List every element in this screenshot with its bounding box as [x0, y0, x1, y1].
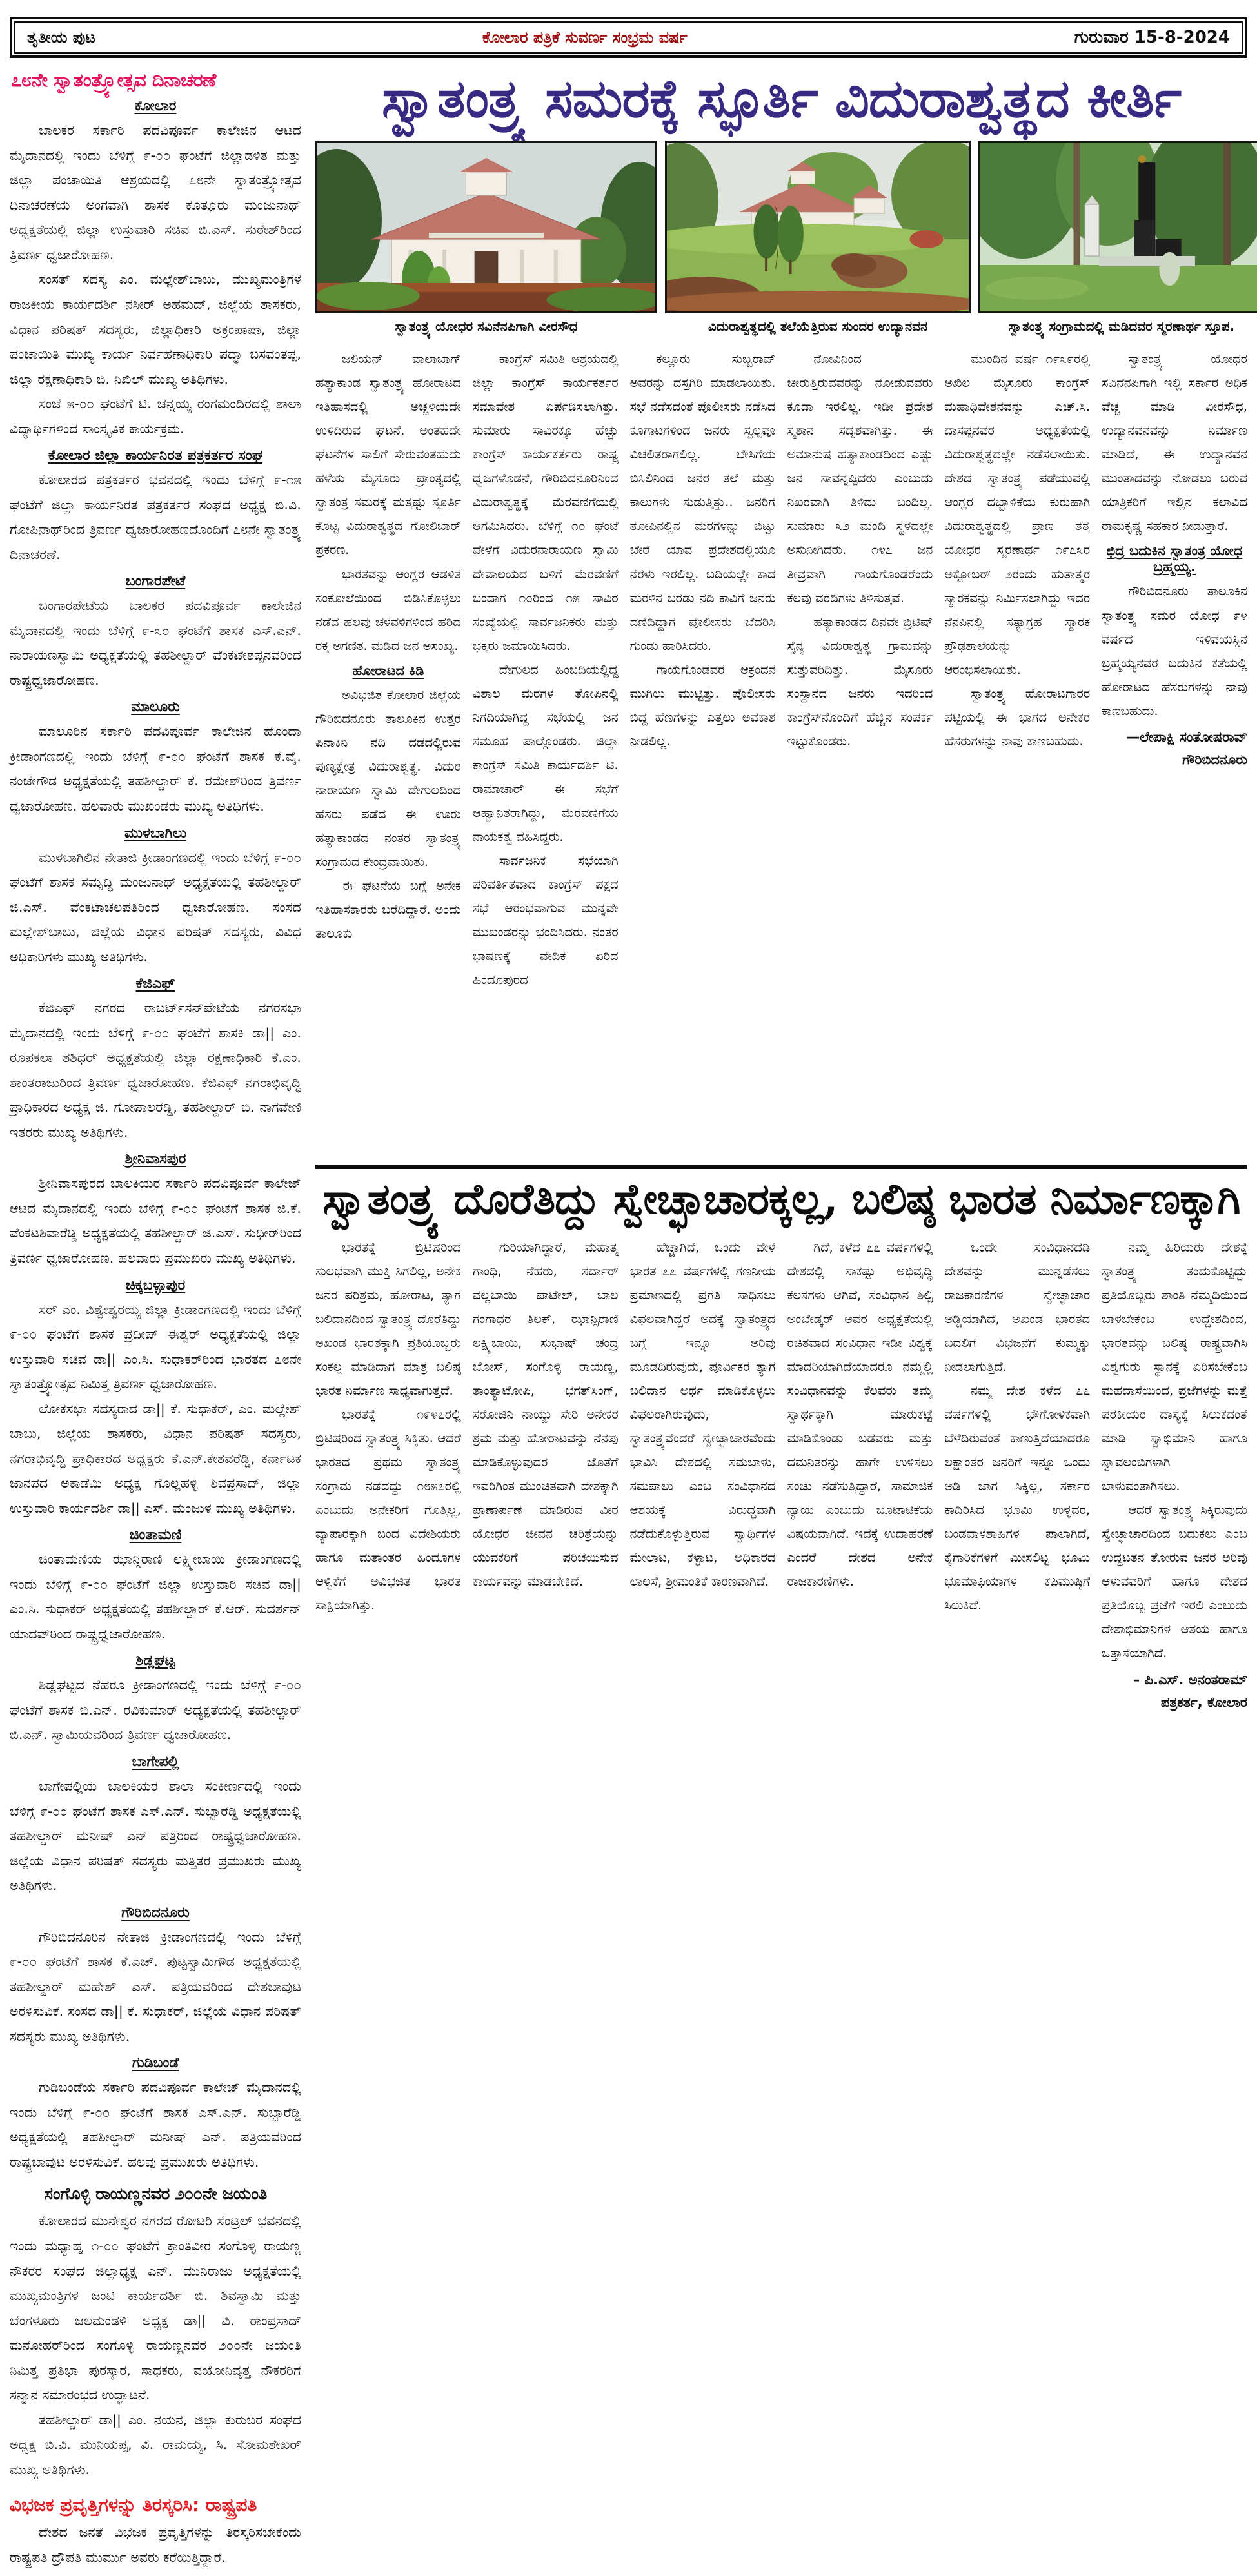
section-paragraph: ಗುಡಿಬಂಡೆಯ ಸರ್ಕಾರಿ ಪದವಿಪೂರ್ವ ಕಾಲೇಜ್ ಮೈದಾನದಲ್ಲಿ ಇಂದು ಬೆಳಿಗ್ಗೆ ೯-೦೦ ಘಂಟೆಗೆ ಶಾಸಕ ಎಸ್.ಎನ್. ಸುಬ್ಬಾರೆಡ್ಡಿ ಅಧ್ಯಕ್ಷತೆಯಲ್ಲಿ ತಹಶೀಲ್ದಾರ್ ಮನೀಷ್ ಎನ್. ಪತ್ರಿಯವರಿಂದ ರಾಷ್ಟ್ರಬಾವುಟ ಅರಳಿಸುವಿಕೆ. ಹಲವು ಪ್ರಮುಖರು ಅತಿಥಿಗಳು.: [10, 2079, 301, 2170]
body-paragraph: ಗುರಿಯಾಗಿದ್ದಾರೆ, ಮಹಾತ್ಮ ಗಾಂಧಿ, ನೆಹರು, ಸರ್ದಾರ್ ವಲ್ಲಬಾಯಿ ಪಾಟೇಲ್, ಬಾಲ ಗಂಗಾಧರ ತಿಲಕ್, ಝಾನ್ಸಿರಾಣಿ ಲಕ್ಷ್ಮಿಬಾಯಿ, ಸುಭಾಷ್ ಚಂದ್ರ ಬೋಸ್, ಸಂಗೊಳ್ಳಿ ರಾಯಣ್ಣ, ತಾಂತ್ಯಾಟೋಪಿ, ಭಗತ್‌ಸಿಂಗ್, ಸರೋಜಿನಿ ನಾಯ್ಡು ಸೇರಿ ಅನೇಕರ ಶ್ರಮ ಮತ್ತು ಹೋರಾಟವನ್ನು ನೆನಪು ಮಾಡಿಕೊಳ್ಳುವುದರ ಜೊತೆಗೆ ಇವರಿಗಿಂತ ಮುಂಚಿತವಾಗಿ ದೇಶಕ್ಕಾಗಿ ಪ್ರಾಣಾರ್ಪಣೆ ಮಾಡಿರುವ ವೀರ ಯೋಧರ ಜೀವನ ಚರಿತ್ರೆಯನ್ನು ಯುವಕರಿಗೆ ಪರಿಚಯಿಸುವ ಕಾರ್ಯವನ್ನು ಮಾಡಬೇಕಿದೆ.: [472, 1239, 619, 1589]
left-section-14: [10, 2493, 301, 2570]
section-paragraph: ಶಿಡ್ಲಘಟ್ಟದ ನೆಹರೂ ಕ್ರೀಡಾಂಗಣದಲ್ಲಿ ಇಂದು ಬೆಳಿಗ್ಗೆ ೯-೦೦ ಘಂಟೆಗೆ ಶಾಸಕ ಬಿ.ಎನ್. ರವಿಕುಮಾರ್ ಅಧ್ಯಕ್ಷತೆಯಲ್ಲಿ ತಹಶೀಲ್ದಾರ್ ಬಿ.ಎನ್. ಸ್ವಾಮಿಯವರಿಂದ ತ್ರಿವರ್ಣ ಧ್ವಜಾರೋಹಣ.: [10, 1677, 301, 1743]
section-heading: ಚಿಕ್ಕಬಳ್ಳಾಪುರ: [125, 1277, 186, 1293]
page-content: [10, 67, 1247, 2570]
photo-garden: [665, 141, 971, 334]
body-paragraph: ಕಲ್ಲೂರು ಸುಬ್ಬರಾವ್ ಅವರನ್ನು ದಸ್ತಗಿರಿ ಮಾಡಲಾಯಿತು. ಸಭೆ ನಡೆಸದಂತೆ ಪೊಲೀಸರು ನಡೆಸಿದ ಕೂಗಾಟಗಳಿಂದ ಜನರು ಸ್ವಲ್ಪವೂ ವಿಚಲಿತರಾಗಲಿಲ್ಲ. ಬೇಸಿಗೆಯ ಬಿಸಿಲಿನಿಂದ ಜನರ ತಲೆ ಮತ್ತು ಕಾಲುಗಳು ಸುಡುತ್ತಿತ್ತು.. ಜನರಿಗೆ ತೋಪಿನಲ್ಲಿನ ಮರಗಳನ್ನು ಬಿಟ್ಟು ಬೇರೆ ಯಾವ ಪ್ರದೇಶದಲ್ಲಿಯೂ ನೆರಳು ಇರಲಿಲ್ಲ. ಬದಿಯಲ್ಲೇ ಕಾದ ಮರಳಿನ ಬರಡು ನದಿ ಕಾವಿಗೆ ಜನರು ದಣಿದಿದ್ದಾಗ ಪೊಲೀಸರು ಬೆದರಿಸಿ ಗುಂಡು ಹಾರಿಸಿದರು.: [629, 351, 776, 653]
section-paragraph: ಕೋಲಾರದ ಮುನೇಶ್ವರ ನಗರದ ರೋಟರಿ ಸೆಂಟ್ರಲ್ ಭವನದಲ್ಲಿ ಇಂದು ಮಧ್ಯಾಹ್ನ ೧-೦೦ ಘಂಟೆಗೆ ಕ್ರಾಂತಿವೀರ ಸಂಗೊಳ್ಳಿ ರಾಯಣ್ಣ ನೌಕರರ ಸಂಘದ ಜಿಲ್ಲಾಧ್ಯಕ್ಷ ಎನ್. ಮುನಿರಾಜು ಅಧ್ಯಕ್ಷತೆಯಲ್ಲಿ ಮುಖ್ಯಮಂತ್ರಿಗಳ ಜಂಟಿ ಕಾರ್ಯದರ್ಶಿ ಬಿ. ಶಿವಸ್ವಾಮಿ ಮತ್ತು ಬೆಂಗಳೂರು ಜಲಮಂಡಳಿ ಅಧ್ಯಕ್ಷ ಡಾ|| ವಿ. ರಾಂಪ್ರಸಾದ್ ಮನೋಹರ್‌ರಿಂದ ಸಂಗೊಳ್ಳಿ ರಾಯಣ್ಣನವರ ೨೦೦ನೇ ಜಯಂತಿ ನಿಮಿತ್ತ ಪ್ರತಿಭಾ ಪುರಸ್ಕಾರ, ಸಾಧಕರು, ವಯೋನಿವೃತ್ತ ನೌಕರರಿಗೆ ಸನ್ಮಾನ ಸಮಾರಂಭದ ಉದ್ಘಾಟನೆ.: [10, 2213, 301, 2403]
column-subhead: ಹೋರಾಟದ ಕಿಡಿ: [352, 662, 424, 678]
section-heading: ವಿಭಜಕ ಪ್ರವೃತ್ತಿಗಳನ್ನು ತಿರಸ್ಕರಿಸಿ: ರಾಷ್ಟ್ರಪತಿ: [10, 2494, 257, 2516]
section-paragraph: ಬಾಲಕರ ಸರ್ಕಾರಿ ಪದವಿಪೂರ್ವ ಕಾಲೇಜಿನ ಆಟದ ಮೈದಾನದಲ್ಲಿ ಇಂದು ಬೆಳಿಗ್ಗೆ ೯-೦೦ ಘಂಟೆಗೆ ಜಿಲ್ಲಾಡಳಿತ ಮತ್ತು ಜಿಲ್ಲಾ ಪಂಚಾಯಿತಿ ಆಶ್ರಯದಲ್ಲಿ ೭೮ನೇ ಸ್ವಾತಂತ್ರ್ಯೋತ್ಸವ ದಿನಾಚರಣೆಯ ಅಂಗವಾಗಿ ಶಾಸಕ ಕೊತ್ತೂರು ಮಂಜುನಾಥ್ ಅಧ್ಯಕ್ಷತೆಯಲ್ಲಿ ಜಿಲ್ಲಾ ಉಸ್ತುವಾರಿ ಸಚಿವ ಬಿ.ಎಸ್. ಸುರೇಶ್‌ರಿಂದ ತ್ರಿವರ್ಣ ಧ್ವಜಾರೋಹಣ.: [10, 123, 301, 262]
byline: —ಲೇಪಾಕ್ಷಿ ಸಂತೋಷರಾವ್: [1126, 729, 1247, 745]
article2-column-4: [787, 1235, 933, 1958]
section-heading: ಶಿಡ್ಲಘಟ್ಟ: [135, 1653, 175, 1669]
section-paragraph: ಮಾಲೂರಿನ ಸರ್ಕಾರಿ ಪದವಿಪೂರ್ವ ಕಾಲೇಜಿನ ಹೊಂದಾ ಕ್ರೀಡಾಂಗಣದಲ್ಲಿ ಇಂದು ಬೆಳಿಗ್ಗೆ ೯-೦೦ ಘಂಟೆಗೆ ಶಾಸಕ ಕೆ.ವೈ. ನಂಜೇಗೌಡ ಅಧ್ಯಕ್ಷತೆಯಲ್ಲಿ ತಹಶೀಲ್ದಾರ್ ಕೆ. ರಮೇಶ್‌ರಿಂದ ತ್ರಿವರ್ಣ ಧ್ವಜಾರೋಹಣ. ಹಲವಾರು ಮುಖಂಡರು ಮುಖ್ಯ ಅತಿಥಿಗಳು.: [10, 723, 301, 814]
body-paragraph: ಆದರೆ ಸ್ವಾತಂತ್ರ್ಯ ಸಿಕ್ಕಿರುವುದು ಸ್ವೇಚ್ಛಾಚಾರದಿಂದ ಬದುಕಲು ಎಂಬ ಉದ್ಧಟತನ ತೋರುವ ಜನರ ಅರಿವು ಆಳುವವರಿಗೆ ಹಾಗೂ ದೇಶದ ಪ್ರತಿಯೊಬ್ಬ ಪ್ರಜೆಗೆ ಇರಲಿ ಎಂಬುದು ದೇಶಾಭಿಮಾನಿಗಳ ಆಶಯ ಹಾಗೂ ಒತ್ತಾಸೆಯಾಗಿದೆ.: [1102, 1502, 1247, 1661]
byline: ಪತ್ರಕರ್ತ, ಕೋಲಾರ: [1160, 1694, 1247, 1710]
section-heading: ಬಾಗೇಪಲ್ಲಿ: [132, 1754, 179, 1770]
body-paragraph: ಸ್ವಾತಂತ್ರ್ಯ ಯೋಧರ ಸವಿನೆನಪಿಗಾಗಿ ಇಲ್ಲಿ ಸರ್ಕಾರ ಅಧಿಕ ವೆಚ್ಚ ಮಾಡಿ ವೀರಸೌಧ, ಉದ್ಯಾನವನವನ್ನು ನಿರ್ಮಾಣ ಮಾಡಿದೆ, ಈ ಉದ್ಯಾನವನ ಮುಂತಾದವನ್ನು ನೋಡಲು ಬರುವ ಯಾತ್ರಿಕರಿಗೆ ಇಲ್ಲಿನ ಕಲಾವಿದ ರಾಮಕೃಷ್ಣ ಸಹಕಾರ ನೀಡುತ್ತಾರೆ.: [1102, 351, 1247, 534]
article-divider-rule: [315, 1165, 1247, 1169]
body-paragraph: ನಮ್ಮ ಹಿರಿಯರು ದೇಶಕ್ಕೆ ಸ್ವಾತಂತ್ರ್ಯ ತಂದುಕೊಟ್ಟಿದ್ದು ಪ್ರತಿಯೊಬ್ಬರು ಶಾಂತಿ ನೆಮ್ಮದಿಯಿಂದ ಬಾಳಬೇಕೆಂಬ ಉದ್ದೇಶದಿಂದ, ಭಾರತವನ್ನು ಬಲಿಷ್ಠ ರಾಷ್ಟ್ರವಾಗಿಸಿ ವಿಶ್ವಗುರು ಸ್ಥಾನಕ್ಕೆ ಏರಿಸಬೇಕೆಂಬ ಮಹದಾಸೆಯಿಂದ, ಪ್ರಜೆಗಳನ್ನು ಮತ್ತೆ ಪರಕೀಯರ ದಾಸ್ಯಕ್ಕೆ ಸಿಲುಕದಂತೆ ಮಾಡಿ ಸ್ವಾಭಿಮಾನಿ ಹಾಗೂ ಸ್ವಾವಲಂಬಿಗಳಾಗಿ ಬಾಳುವಂತಾಗಿಸಲು.: [1102, 1239, 1247, 1494]
photo-caption: ಸ್ವಾತಂತ್ರ್ಯ ಸಂಗ್ರಾಮದಲ್ಲಿ ಮಡಿದವರ ಸ್ಮರಣಾರ್ಥ ಸ್ತೂಪ.: [1008, 319, 1235, 335]
column-subhead: ಛಿದ್ರ ಬದುಕಿನ ಸ್ವಾತಂತ್ರ ಯೋಧ ಬ್ರಹ್ಮಯ್ಯ.: [1106, 543, 1243, 575]
article1-column-6: [1102, 347, 1247, 1153]
photo-row: [315, 141, 1247, 334]
section-paragraph: ಗೌರಿಬಿದನೂರಿನ ನೇತಾಜಿ ಕ್ರೀಡಾಂಗಣದಲ್ಲಿ ಇಂದು ಬೆಳಿಗ್ಗೆ ೯-೦೦ ಘಂಟೆಗೆ ಶಾಸಕ ಕೆ.ಎಚ್. ಪುಟ್ಟಸ್ವಾಮಿಗೌಡ ಅಧ್ಯಕ್ಷತೆಯಲ್ಲಿ ತಹಶೀಲ್ದಾರ್ ಮಹೇಶ್ ಎಸ್. ಪತ್ರಿಯವರಿಂದ ದೇಶಬಾವುಟ ಅರಳಿಸುವಿಕೆ. ಸಂಸದ ಡಾ|| ಕೆ. ಸುಧಾಕರ್, ಜಿಲ್ಲೆಯ ವಿಧಾನ ಪರಿಷತ್ ಸದಸ್ಯರು ಮುಖ್ಯ ಅತಿಥಿಗಳು.: [10, 1929, 301, 2044]
left-section-0: [10, 98, 301, 441]
body-paragraph: ಭಾರತಕ್ಕೆ ೧೯೪೭ರಲ್ಲಿ ಬ್ರಿಟಿಷರಿಂದ ಸ್ವಾತಂತ್ರ್ಯ ಸಿಕ್ಕಿತು. ಆದರೆ ಭಾರತದ ಪ್ರಥಮ ಸ್ವಾತಂತ್ರ್ಯ ಸಂಗ್ರಾಮ ನಡೆದದ್ದು ೧೮೫೭ರಲ್ಲಿ ಎಂಬುದು ಅನೇಕರಿಗೆ ಗೊತ್ತಿಲ್ಲ, ವ್ಯಾಪಾರಕ್ಕಾಗಿ ಬಂದ ವಿದೇಶಿಯರು ಹಾಗೂ ಮತಾಂತರ ಹಿಂದೂಗಳ ಆಳ್ವಿಕೆಗೆ ಅವಿಭಜಿತ ಭಾರತ ಸಾಕ್ಷಿಯಾಗಿತ್ತು.: [315, 1407, 461, 1613]
section-heading: ಕೋಲಾರ: [134, 98, 177, 115]
section-paragraph: ಕೆಜಿಎಫ್ ನಗರದ ರಾಬರ್ಟ್‌ಸನ್‌ಪೇಟೆಯ ನಗರಸಭಾ ಮೈದಾನದಲ್ಲಿ ಇಂದು ಬೆಳಿಗ್ಗೆ ೯-೦೦ ಘಂಟೆಗೆ ಶಾಸಕಿ ಡಾ|| ಎಂ. ರೂಪಕಲಾ ಶಶಿಧರ್ ಅಧ್ಯಕ್ಷತೆಯಲ್ಲಿ ಜಿಲ್ಲಾ ರಕ್ಷಣಾಧಿಕಾರಿ ಕೆ.ಎಂ. ಶಾಂತರಾಜುರಿಂದ ತ್ರಿವರ್ಣ ಧ್ವಜಾರೋಹಣ. ಕೆಜಿಎಫ್ ನಗರಾಭಿವೃದ್ಧಿ ಪ್ರಾಧಿಕಾರದ ಅಧ್ಯಕ್ಷ ಜಿ. ಗೋಪಾಲರೆಡ್ಡಿ, ತಹಶೀಲ್ದಾರ್ ಬಿ. ನಾಗವೇಣಿ ಇತರರು ಮುಖ್ಯ ಅತಿಥಿಗಳು.: [10, 1000, 301, 1140]
article2-headline: ಸ್ವಾತಂತ್ರ್ಯ ದೊರೆತಿದ್ದು ಸ್ವೇಚ್ಛಾಚಾರಕ್ಕಲ್ಲ, ಬಲಿಷ್ಠ ಭಾರತ ನಿರ್ಮಾಣಕ್ಕಾಗಿ: [322, 1174, 1240, 1224]
body-paragraph: ದೇಗುಲದ ಹಿಂಬದಿಯಲ್ಲಿದ್ದ ವಿಶಾಲ ಮರಗಳ ತೋಪಿನಲ್ಲಿ ನಿಗದಿಯಾಗಿದ್ದ ಸಭೆಯಲ್ಲಿ ಜನ ಸಮೂಹ ಪಾಲ್ಗೊಂಡರು. ಜಿಲ್ಲಾ ಕಾಂಗ್ರೆಸ್ ಸಮಿತಿ ಕಾರ್ಯದರ್ಶಿ ಟಿ. ರಾಮಾಚಾರ್ ಈ ಸಭೆಗೆ ಆಹ್ವಾನಿತರಾಗಿದ್ದು, ಮೆರವಣಿಗೆಯ ನಾಯಕತ್ವ ವಹಿಸಿದ್ದರು.: [472, 662, 619, 845]
left-section-1: [10, 447, 301, 567]
body-paragraph: ಅವಿಭಜಿತ ಕೋಲಾರ ಜಿಲ್ಲೆಯ ಗೌರಿಬಿದನೂರು ತಾಲೂಕಿನ ಉತ್ತರ ಪಿನಾಕಿನಿ ನದಿ ದಡದಲ್ಲಿರುವ ಪುಣ್ಯಕ್ಷೇತ್ರ ವಿದುರಾಶ್ವತ್ಥ. ವಿದುರ ನಾರಾಯಣ ಸ್ವಾಮಿ ದೇಗುಲದಿಂದ ಹೆಸರು ಪಡೆದ ಈ ಊರು ಹತ್ಯಾಕಾಂಡದ ನಂತರ ಸ್ವಾತಂತ್ರ್ಯ ಸಂಗ್ರಾಮದ ಕೇಂದ್ರವಾಯಿತು.: [315, 687, 461, 870]
left-section-12: [10, 2055, 301, 2174]
section-paragraph: ಬಂಗಾರಪೇಟೆಯ ಬಾಲಕರ ಪದವಿಪೂರ್ವ ಕಾಲೇಜಿನ ಮೈದಾನದಲ್ಲಿ ಇಂದು ಬೆಳಿಗ್ಗೆ ೯-೩೦ ಘಂಟೆಗೆ ಶಾಸಕ ಎಸ್.ಎನ್. ನಾರಾಯಣಸ್ವಾಮಿ ಅಧ್ಯಕ್ಷತೆಯಲ್ಲಿ ತಹಶೀಲ್ದಾರ್ ವೆಂಕಟೇಶಪ್ಪನವರಿಂದ ರಾಷ್ಟ್ರಧ್ವಜಾರೋಹಣ.: [10, 598, 301, 688]
date-label: ಗುರುವಾರ 15-8-2024: [1074, 27, 1230, 47]
section-heading: ಸಂಗೊಳ್ಳಿ ರಾಯಣ್ಣನವರ ೨೦೦ನೇ ಜಯಂತಿ: [44, 2185, 267, 2205]
main-column: [315, 67, 1247, 2570]
body-paragraph: ಭಾರತವನ್ನು ಆಂಗ್ಲರ ಆಡಳಿತ ಸಂಕೋಲೆಯಿಂದ ಬಿಡಿಸಿಕೊಳ್ಳಲು ನಡೆದ ಹಲವು ಚಳವಳಿಗಳಿಂದ ಹರಿದ ರಕ್ತ ಅಗಣಿತ. ಮಡಿದ ಜನ ಅಸಂಖ್ಯ.: [315, 566, 461, 653]
body-paragraph: ನೋವಿನಿಂದ ಚೀರುತ್ತಿರುವವರನ್ನು ನೋಡುವವರು ಕೂಡಾ ಇರಲಿಲ್ಲ. ಇಡೀ ಪ್ರದೇಶ ಸ್ಮಶಾನ ಸದೃಶವಾಗಿತ್ತು. ಈ ಅಮಾನುಷ ಹತ್ಯಾಕಾಂಡದಿಂದ ಎಷ್ಟು ಜನ ಸಾವನ್ನಪ್ಪಿದರು ಎಂಬುದು ನಿಖರವಾಗಿ ತಿಳಿದು ಬಂದಿಲ್ಲ. ಸುಮಾರು ೩೨ ಮಂದಿ ಸ್ಥಳದಲ್ಲೇ ಅಸುನೀಗಿದರು. ೧೪೭ ಜನ ತೀವ್ರವಾಗಿ ಗಾಯಗೊಂಡರೆಂದು ಕೆಲವು ವರದಿಗಳು ತಿಳಿಸುತ್ತವೆ.: [787, 351, 933, 605]
article1-headline: ಸ್ವಾತಂತ್ರ್ಯ ಸಮರಕ್ಕೆ ಸ್ಫೂರ್ತಿ ವಿದುರಾಶ್ವತ್ಥದ ಕೀರ್ತಿ: [381, 68, 1182, 130]
article2-column-2: [473, 1235, 619, 1958]
article1-column-4: [787, 347, 933, 1153]
article2-column-1: [315, 1235, 461, 1958]
photo-memorial: [978, 141, 1257, 334]
body-paragraph: ಸ್ವಾತಂತ್ರ್ಯ ಹೋರಾಟಗಾರರ ಪಟ್ಟಿಯಲ್ಲಿ ಈ ಭಾಗದ ಅನೇಕರ ಹೆಸರುಗಳನ್ನು ನಾವು ಕಾಣಬಹುದು.: [944, 685, 1091, 749]
article1-columns: [315, 347, 1247, 1153]
section-heading: ಗೌರಿಬಿದನೂರು: [121, 1904, 190, 1921]
section-heading: ಶ್ರೀನಿವಾಸಪುರ: [124, 1151, 186, 1168]
section-heading: ಮುಳಬಾಗಿಲು: [124, 825, 186, 841]
section-paragraph: ತಹಶೀಲ್ದಾರ್ ಡಾ|| ಎಂ. ನಯನ, ಜಿಲ್ಲಾ ಕುರುಬರ ಸಂಘದ ಅಧ್ಯಕ್ಷ ಬಿ.ವಿ. ಮುನಿಯಪ್ಪ, ವಿ. ರಾಮಯ್ಯ, ಸಿ. ಸೋಮಶೇಖರ್ ಮುಖ್ಯ ಅತಿಥಿಗಳು.: [10, 2412, 301, 2477]
section-heading: ಗುಡಿಬಂಡೆ: [132, 2055, 179, 2072]
left-section-11: [10, 1905, 301, 2049]
left-column-sections: [10, 98, 301, 2570]
left-section-13: [10, 2185, 301, 2482]
left-section-8: [10, 1527, 301, 1646]
left-section-10: [10, 1754, 301, 1898]
body-paragraph: ಜಲಿಯನ್ ವಾಲಾಬಾಗ್ ಹತ್ಯಾಕಾಂಡ ಸ್ವಾತಂತ್ರ್ಯ ಹೋರಾಟದ ಇತಿಹಾಸದಲ್ಲಿ ಅಚ್ಚಳಿಯದೇ ಉಳಿದಿರುವ ಘಟನೆ. ಅಂತಹದೇ ಘಟನೆಗಳ ಸಾಲಿಗೆ ಸೇರುವಂತಹುದು ಹಳೆಯ ಮೈಸೂರು ಪ್ರಾಂತ್ಯದಲ್ಲಿ ಸ್ವಾತಂತ್ರ ಸಮರಕ್ಕೆ ಮತ್ತಷ್ಟು ಸ್ಫೂರ್ತಿ ಕೊಟ್ಟ ವಿದುರಾಶ್ವತ್ಥದ ಗೋಲಿಬಾರ್ ಪ್ರಕರಣ.: [315, 351, 461, 558]
article2-column-3: [630, 1235, 776, 1958]
section-paragraph: ಶ್ರೀನಿವಾಸಪುರದ ಬಾಲಕಿಯರ ಸರ್ಕಾರಿ ಪದವಿಪೂರ್ವ ಕಾಲೇಜ್ ಆಟದ ಮೈದಾನದಲ್ಲಿ ಇಂದು ಬೆಳಿಗ್ಗೆ ೯-೦೦ ಘಂಟೆಗೆ ಶಾಸಕ ಜಿ.ಕೆ. ವೆಂಕಟಶಿವಾರೆಡ್ಡಿ ಅಧ್ಯಕ್ಷತೆಯಲ್ಲಿ ತಹಶೀಲ್ದಾರ್ ಜಿ.ಎಸ್. ಸುಧೀರ್‌ರಿಂದ ತ್ರಿವರ್ಣ ಧ್ವಜಾರೋಹಣ. ಹಲವಾರು ಪ್ರಮುಖರು ಮುಖ್ಯ ಅತಿಥಿಗಳು.: [10, 1175, 301, 1266]
body-paragraph: ಕಾಂಗ್ರೆಸ್ ಸಮಿತಿ ಆಶ್ರಯದಲ್ಲಿ ಜಿಲ್ಲಾ ಕಾಂಗ್ರೆಸ್ ಕಾರ್ಯಕರ್ತರ ಸಮಾವೇಶ ಏರ್ಪಡಿಸಲಾಗಿತ್ತು. ಸುಮಾರು ಸಾವಿರಕ್ಕೂ ಹೆಚ್ಚು ಕಾಂಗ್ರೆಸ್ ಕಾರ್ಯಕರ್ತರು ರಾಷ್ಟ್ರ ಧ್ವಜಗಳೊಡನೆ, ಗೌರಿಬಿದನೂರಿನಿಂದ ವಿದುರಾಶ್ವತ್ಥಕ್ಕೆ ಮೆರವಣಿಗೆಯಲ್ಲಿ ಆಗಮಿಸಿದರು. ಬೆಳಿಗ್ಗೆ ೧೦ ಘಂಟೆ ವೇಳೆಗೆ ವಿದುರನಾರಾಯಣ ಸ್ವಾಮಿ ದೇವಾಲಯದ ಬಳಿಗೆ ಮೆರವಣಿಗೆ ಬಂದಾಗ ೧೦ರಿಂದ ೧೫ ಸಾವಿರ ಸಂಖ್ಯೆಯಲ್ಲಿ ಸಾರ್ವಜನಿಕರು ಮತ್ತು ಭಕ್ತರು ಜಮಾಯಿಸಿದರು.: [472, 351, 619, 653]
left-section-4: [10, 825, 301, 970]
left-section-7: [10, 1277, 301, 1521]
left-section-5: [10, 976, 301, 1145]
section-heading: ಬಂಗಾರಪೇಟೆ: [125, 573, 186, 590]
body-paragraph: ಗೌರಿಬಿದನೂರು ತಾಲೂಕಿನ ಸ್ವಾತಂತ್ರ್ಯ ಸಮರ ಯೋಧ ೯೪ ವರ್ಷದ ಇಳಿವಯಸ್ಸಿನ ಬ್ರಹ್ಮಯ್ಯನವರ ಬದುಕಿನ ಕತೆಯಲ್ಲಿ ಹೋರಾಟದ ಹೆಸರುಗಳನ್ನು ನಾವು ಕಾಣಬಹುದು.: [1102, 584, 1247, 718]
article1-column-1: [315, 347, 461, 1153]
body-paragraph: ಈ ಘಟನೆಯ ಬಗ್ಗೆ ಅನೇಕ ಇತಿಹಾಸಕಾರರು ಬರೆದಿದ್ದಾರೆ. ಅಂದು ತಾಲೂಕು: [315, 878, 461, 941]
byline: ಗೌರಿಬಿದನೂರು: [1182, 751, 1247, 767]
photo-caption: ಸ್ವಾತಂತ್ರ್ಯ ಯೋಧರ ಸವಿನೆನಪಿಗಾಗಿ ವೀರಸೌಧ: [395, 319, 578, 335]
section-paragraph: ಚಿಂತಾಮಣಿಯ ಝಾನ್ಸಿರಾಣಿ ಲಕ್ಷ್ಮೀಬಾಯಿ ಕ್ರೀಡಾಂಗಣದಲ್ಲಿ ಇಂದು ಬೆಳಿಗ್ಗೆ ೯-೦೦ ಘಂಟೆಗೆ ಜಿಲ್ಲಾ ಉಸ್ತುವಾರಿ ಸಚಿವ ಡಾ|| ಎಂ.ಸಿ. ಸುಧಾಕರ್ ಅಧ್ಯಕ್ಷತೆಯಲ್ಲಿ ತಹಶೀಲ್ದಾರ್ ಕೆ.ಆರ್. ಸುದರ್ಶನ್ ಯಾದವ್‌ರಿಂದ ರಾಷ್ಟ್ರಧ್ವಜಾರೋಹಣ.: [10, 1551, 301, 1642]
body-paragraph: ಗಿದೆ, ಕಳೆದ ೭೭ ವರ್ಷಗಳಲ್ಲಿ ದೇಶದಲ್ಲಿ ಸಾಕಷ್ಟು ಅಭಿವೃದ್ಧಿ ಕೆಲಸಗಳು ಆಗಿವೆ, ಸಂವಿಧಾನ ಶಿಲ್ಪಿ ಅಂಬೇಡ್ಕರ್ ಅವರ ಅಧ್ಯಕ್ಷತೆಯಲ್ಲಿ ರಚಿತವಾದ ಸಂವಿಧಾನ ಇಡೀ ವಿಶ್ವಕ್ಕೆ ಮಾದರಿಯಾಗಿದೆಯಾದರೂ ನಮ್ಮಲ್ಲಿ ಸಂವಿಧಾನವನ್ನು ಕೆಲವರು ತಮ್ಮ ಸ್ವಾರ್ಥಕ್ಕಾಗಿ ಮಾರುಕಟ್ಟೆ ಮಾಡಿಕೊಂಡು ಬಡವರು ಮತ್ತು ದಮನಿತರನ್ನು ಹಾಗೇ ಉಳಿಸಲು ಸಂಚು ನಡೆಸುತ್ತಿದ್ದಾರೆ, ಸಾಮಾಜಿಕ ನ್ಯಾಯ ಎಂಬುದು ಬೂಟಾಟಿಕೆಯ ವಿಷಯವಾಗಿದೆ. ಇದಕ್ಕೆ ಉದಾಹರಣೆ ಎಂದರೆ ದೇಶದ ಅನೇಕ ರಾಜಕಾರಣಿಗಳು.: [787, 1239, 933, 1589]
garden-photo-image: [665, 141, 971, 313]
newspaper-title: ಕೋಲಾರ ಪತ್ರಿಕೆ ಸುವರ್ಣ ಸಂಭ್ರಮ ವರ್ಷ: [482, 28, 688, 46]
left-column: [10, 67, 301, 2570]
body-paragraph: ಮುಂದಿನ ವರ್ಷ ೧೯೩೯ರಲ್ಲಿ ಅಖಿಲ ಮೈಸೂರು ಕಾಂಗ್ರೆಸ್ ಮಹಾಧಿವೇಶನವನ್ನು ಎಚ್.ಸಿ. ದಾಸಪ್ಪನವರ ಅಧ್ಯಕ್ಷತೆಯಲ್ಲಿ ವಿದುರಾಶ್ವತ್ಥದಲ್ಲೇ ನಡೆಸಲಾಯಿತು. ದೇಶದ ಸ್ವಾತಂತ್ರ್ಯ ಪಡೆಯುವಲ್ಲಿ ಆಂಗ್ಲರ ದಬ್ಬಾಳಿಕೆಯ ಕುರುಹಾಗಿ ವಿದುರಾಶ್ವತ್ಥದಲ್ಲಿ ಪ್ರಾಣ ತೆತ್ತ ಯೋಧರ ಸ್ಮರಣಾರ್ಥ ೧೯೭೩ರ ಅಕ್ಟೋಬರ್ ೨ರಂದು ಹುತಾತ್ಮರ ಸ್ಮಾರಕವನ್ನು ನಿರ್ಮಿಸಲಾಗಿದ್ದು ಇದರ ನೆನಪಿನಲ್ಲಿ ಸತ್ಯಾಗ್ರಹ ಸ್ಮಾರಕ ಪ್ರೌಢಶಾಲೆಯನ್ನು ಆರಂಭಿಸಲಾಯಿತು.: [944, 351, 1091, 677]
section-paragraph: ಲೋಕಸಭಾ ಸದಸ್ಯರಾದ ಡಾ|| ಕೆ. ಸುಧಾಕರ್, ಎಂ. ಮಲ್ಲೇಶ್ ಬಾಬು, ಜಿಲ್ಲೆಯ ಶಾಸಕರು, ವಿಧಾನ ಪರಿಷತ್ ಸದಸ್ಯರು, ನಗರಾಭಿವೃದ್ಧಿ ಪ್ರಾಧಿಕಾರದ ಅಧ್ಯಕ್ಷರು ಕೆ.ಎನ್.ಕೇಶವರೆಡ್ಡಿ, ಕರ್ನಾಟಕ ಜಾನಪದ ಅಕಾಡೆಮಿ ಅಧ್ಯಕ್ಷ ಗೊಲ್ಲಹಳ್ಳಿ ಶಿವಪ್ರಸಾದ್, ಜಿಲ್ಲಾ ಉಸ್ತುವಾರಿ ಕಾರ್ಯದರ್ಶಿ ಡಾ|| ಎಸ್. ಮಂಜುಳ ಮುಖ್ಯ ಅತಿಥಿಗಳು.: [10, 1401, 301, 1516]
section-paragraph: ಕೋಲಾರದ ಪತ್ರಕರ್ತರ ಭವನದಲ್ಲಿ ಇಂದು ಬೆಳಿಗ್ಗೆ ೯-೧೫ ಘಂಟೆಗೆ ಜಿಲ್ಲಾ ಕಾರ್ಯನಿರತ ಪತ್ರಕರ್ತರ ಸಂಘದ ಅಧ್ಯಕ್ಷ ಬಿ.ವಿ. ಗೋಪಿನಾಥ್‌ರಿಂದ ತ್ರಿವರ್ಣ ಧ್ವಜಾರೋಹಣದೊಂದಿಗೆ ೭೮ನೇ ಸ್ವಾತಂತ್ರ್ಯ ದಿನಾಚರಣೆ.: [10, 472, 301, 562]
section-paragraph: ಬಾಗೇಪಲ್ಲಿಯ ಬಾಲಕಿಯರ ಶಾಲಾ ಸಂಕೀರ್ಣದಲ್ಲಿ ಇಂದು ಬೆಳಿಗ್ಗೆ ೯-೦೦ ಘಂಟೆಗೆ ಶಾಸಕ ಎಸ್.ಎನ್. ಸುಬ್ಬಾರೆಡ್ಡಿ ಅಧ್ಯಕ್ಷತೆಯಲ್ಲಿ ತಹಶೀಲ್ದಾರ್ ಮನೀಷ್ ಎನ್ ಪತ್ರಿರಿಂದ ರಾಷ್ಟ್ರಧ್ವಜಾರೋಹಣ. ಜಿಲ್ಲೆಯ ವಿಧಾನ ಪರಿಷತ್ ಸದಸ್ಯರು ಮತ್ತಿತರ ಪ್ರಮುಖರು ಮುಖ್ಯ ಅತಿಥಿಗಳು.: [10, 1778, 301, 1894]
masthead-bar: [10, 17, 1247, 58]
body-paragraph: ಭಾರತಕ್ಕೆ ಬ್ರಿಟಿಷರಿಂದ ಸುಲಭವಾಗಿ ಮುಕ್ತಿ ಸಿಗಲಿಲ್ಲ, ಅನೇಕ ಜನರ ಪರಿಶ್ರಮ, ಹೋರಾಟ, ತ್ಯಾಗ ಬಲಿದಾನದಿಂದ ಸ್ವಾತಂತ್ರ್ಯ ದೊರೆತಿದ್ದು ಅಖಂಡ ಭಾರತಕ್ಕಾಗಿ ಪ್ರತಿಯೊಬ್ಬರು ಸಂಕಲ್ಪ ಮಾಡಿದಾಗ ಮಾತ್ರ ಬಲಿಷ್ಠ ಭಾರತ ನಿರ್ಮಾಣ ಸಾಧ್ಯವಾಗುತ್ತದೆ.: [315, 1239, 461, 1398]
section-heading: ಚಿಂತಾಮಣಿ: [129, 1527, 182, 1544]
article1-column-3: [630, 347, 776, 1153]
byline: – ಪಿ.ಎಸ್. ಅನಂತರಾಮ್: [1133, 1671, 1247, 1687]
article1-column-5: [944, 347, 1090, 1153]
article2-columns: [315, 1235, 1247, 1958]
article2-column-5: [944, 1235, 1090, 1958]
pavilion-photo-image: [315, 141, 657, 313]
body-paragraph: ಗಾಯಗೊಂಡವರ ಆಕ್ರಂದನ ಮುಗಿಲು ಮುಟ್ಟಿತ್ತು. ಪೊಲೀಸರು ಬಿದ್ದ ಹೆಣಗಳನ್ನು ಎತ್ತಲು ಅವಕಾಶ ನೀಡಲಿಲ್ಲ.: [629, 662, 776, 749]
photo-caption: ವಿದುರಾಶ್ವತ್ಥದಲ್ಲಿ ತಲೆಯೆತ್ತಿರುವ ಸುಂದರ ಉದ್ಯಾನವನ: [708, 319, 928, 335]
left-column-headline: ೭೮ನೇ ಸ್ವಾತಂತ್ರ್ಯೋತ್ಸವ ದಿನಾಚರಣೆ: [11, 69, 216, 91]
body-paragraph: ಹೆಚ್ಚಾಗಿದೆ, ಒಂದು ವೇಳೆ ಭಾರತ ೭೭ ವರ್ಷಗಳಲ್ಲಿ ಗಣನೀಯ ಪ್ರಮಾಣದಲ್ಲಿ ಪ್ರಗತಿ ಸಾಧಿಸಲು ವಿಫಲವಾಗಿದ್ದರೆ ಅದಕ್ಕೆ ಸ್ವಾತಂತ್ರ್ಯದ ಬಗ್ಗೆ ಇನ್ನೂ ಅರಿವು ಮೂಡದಿರುವುದು, ಪೂರ್ವಿಕರ ತ್ಯಾಗ ಬಲಿದಾನ ಅರ್ಥ ಮಾಡಿಕೊಳ್ಳಲು ವಿಫಲರಾಗಿರುವುದು, ಸ್ವಾತಂತ್ರ್ಯವೆಂದರೆ ಸ್ವೇಚ್ಛಾಚಾರವೆಂದು ಭಾವಿಸಿ ದೇಶದಲ್ಲಿ ಸಮಬಾಳು, ಸಮಪಾಲು ಎಂಬ ಸಂವಿಧಾನದ ಆಶಯಕ್ಕೆ ವಿರುದ್ಧವಾಗಿ ನಡೆದುಕೊಳ್ಳುತ್ತಿರುವ ಸ್ವಾರ್ಥಿಗಳ ಮೇಲಾಟ, ಕಳ್ಳಾಟ, ಅಧಿಕಾರದ ಲಾಲಸೆ, ಶ್ರೀಮಂತಿಕೆ ಕಾರಣವಾಗಿದೆ.: [629, 1239, 776, 1589]
section-paragraph: ಸರ್ ಎಂ. ವಿಶ್ವೇಶ್ವರಯ್ಯ ಜಿಲ್ಲಾ ಕ್ರೀಡಾಂಗಣದಲ್ಲಿ ಇಂದು ಬೆಳಿಗ್ಗೆ ೯-೦೦ ಘಂಟೆಗೆ ಶಾಸಕ ಪ್ರದೀಪ್ ಈಶ್ವರ್ ಅಧ್ಯಕ್ಷತೆಯಲ್ಲಿ ಜಿಲ್ಲಾ ಉಸ್ತುವಾರಿ ಸಚಿವ ಡಾ|| ಎಂ.ಸಿ. ಸುಧಾಕರ್‌ರಿಂದ ಭಾರತದ ೭೮ನೇ ಸ್ವಾತಂತ್ರ್ಯೋತ್ಸವ ನಿಮಿತ್ತ ತ್ರಿವರ್ಣ ಧ್ವಜಾರೋಹಣ.: [10, 1301, 301, 1392]
section-paragraph: ದೇಶದ ಜನತೆ ವಿಭಜಕ ಪ್ರವೃತ್ತಿಗಳನ್ನು ತಿರಸ್ಕರಿಸಬೇಕೆಂದು ರಾಷ್ಟ್ರಪತಿ ದ್ರೌಪತಿ ಮುರ್ಮು ಅವರು ಕರೆಯಿತ್ತಿದ್ದಾರೆ.: [10, 2524, 301, 2565]
left-section-3: [10, 699, 301, 818]
section-paragraph: ಮುಳಬಾಗಿಲಿನ ನೇತಾಜಿ ಕ್ರೀಡಾಂಗಣದಲ್ಲಿ ಇಂದು ಬೆಳಿಗ್ಗೆ ೯-೦೦ ಘಂಟೆಗೆ ಶಾಸಕ ಸಮೃದ್ಧಿ ಮಂಜುನಾಥ್ ಅಧ್ಯಕ್ಷತೆಯಲ್ಲಿ ತಹಶೀಲ್ದಾರ್ ಜಿ.ಎಸ್. ವೆಂಕಟಾಚಲಪತಿರಿಂದ ಧ್ವಜಾರೋಹಣ. ಸಂಸದ ಮಲ್ಲೇಶ್‌ಬಾಬು, ಜಿಲ್ಲೆಯ ವಿಧಾನ ಪರಿಷತ್ ಸದಸ್ಯರು, ವಿವಿಧ ಅಧಿಕಾರಿಗಳು ಮುಖ್ಯ ಅತಿಥಿಗಳು.: [10, 849, 301, 965]
photo-pavilion: [315, 141, 657, 334]
section-paragraph: ಸಂಜೆ ೫-೦೦ ಘಂಟೆಗೆ ಟಿ. ಚನ್ನಯ್ಯ ರಂಗಮಂದಿರದಲ್ಲಿ ಶಾಲಾ ವಿದ್ಯಾರ್ಥಿಗಳಿಂದ ಸಾಂಸ್ಕೃತಿಕ ಕಾರ್ಯಕ್ರಮ.: [10, 396, 301, 437]
article2-column-6: [1102, 1235, 1247, 1958]
body-paragraph: ಒಂದೇ ಸಂವಿಧಾನದಡಿ ದೇಶವನ್ನು ಮುನ್ನಡೆಸಲು ರಾಜಕಾರಣಿಗಳ ಸ್ವೇಚ್ಛಾಚಾರ ಅಡ್ಡಿಯಾಗಿದೆ, ಅಖಂಡ ಭಾರತದ ಬದಲಿಗೆ ವಿಭಜನೆಗೆ ಕುಮ್ಮಕ್ಕು ನೀಡಲಾಗುತ್ತಿದೆ.: [944, 1239, 1091, 1374]
body-paragraph: ಸಾರ್ವಜನಿಕ ಸಭೆಯಾಗಿ ಪರಿವರ್ತಿತವಾದ ಕಾಂಗ್ರೆಸ್ ಪಕ್ಷದ ಸಭೆ ಆರಂಭವಾಗುವ ಮುನ್ನವೇ ಮುಖಂಡರನ್ನು ಭಂದಿಸಿದರು. ನಂತರ ಭಾಷಣಕ್ಕೆ ವೇದಿಕೆ ಏರಿದ ಹಿಂದೂಪುರದ: [472, 853, 619, 988]
section-heading: ಮಾಲೂರು: [131, 699, 180, 716]
masthead-inner: [14, 21, 1243, 54]
left-section-2: [10, 573, 301, 693]
body-paragraph: ಹತ್ಯಾಕಾಂಡದ ದಿನವೇ ಬ್ರಿಟಿಷ್ ಸೈನ್ಯ ವಿದುರಾಶ್ವತ್ಥ ಗ್ರಾಮವನ್ನು ಸುತ್ತುವರಿದಿತ್ತು. ಮೈಸೂರು ಸಂಸ್ಥಾನದ ಜನರು ಇದರಿಂದ ಕಾಂಗ್ರೆಸ್‌ನೊಂದಿಗೆ ಹೆಚ್ಚಿನ ಸಂಪರ್ಕ ಇಟ್ಟುಕೊಂಡರು.: [787, 614, 933, 749]
section-heading: ಕೆಜಿಎಫ್: [135, 976, 175, 992]
section-heading: ಕೋಲಾರ ಜಿಲ್ಲಾ ಕಾರ್ಯನಿರತ ಪತ್ರಕರ್ತರ ಸಂಘ: [48, 447, 263, 464]
memorial-photo-image: [978, 141, 1257, 313]
left-section-6: [10, 1151, 301, 1270]
left-section-9: [10, 1653, 301, 1747]
article1-column-2: [473, 347, 619, 1153]
page-number-label: ತೃತೀಯ ಪುಟ: [27, 28, 95, 46]
section-paragraph: ಸಂಸತ್ ಸದಸ್ಯ ಎಂ. ಮಲ್ಲೇಶ್‌ಬಾಬು, ಮುಖ್ಯಮಂತ್ರಿಗಳ ರಾಜಕೀಯ ಕಾರ್ಯದರ್ಶಿ ನಸೀರ್ ಅಹಮದ್, ಜಿಲ್ಲೆಯ ಶಾಸಕರು, ವಿಧಾನ ಪರಿಷತ್ ಸದಸ್ಯರು, ಜಿಲ್ಲಾಧಿಕಾರಿ ಅಕ್ರಂಪಾಷಾ, ಜಿಲ್ಲಾ ಪಂಚಾಯಿತಿ ಮುಖ್ಯ ಕಾರ್ಯ ನಿರ್ವಹಣಾಧಿಕಾರಿ ಪದ್ಮಾ ಬಸವಂತಪ್ಪ, ಜಿಲ್ಲಾ ರಕ್ಷಣಾಧಿಕಾರಿ ಬಿ. ನಿಖಿಲ್ ಮುಖ್ಯ ಅತಿಥಿಗಳು.: [10, 271, 301, 387]
body-paragraph: ನಮ್ಮ ದೇಶ ಕಳೆದ ೭೭ ವರ್ಷಗಳಲ್ಲಿ ಭೌಗೋಳಿಕವಾಗಿ ಬೆಳೆದಿರುವಂತೆ ಕಾಣುತ್ತಿದೆಯಾದರೂ ಲಕ್ಷಾಂತರ ಜನರಿಗೆ ಇನ್ನೂ ಒಂದು ಅಡಿ ಜಾಗ ಸಿಕ್ಕಿಲ್ಲ, ಸರ್ಕಾರ ಕಾದಿರಿಸಿದ ಭೂಮಿ ಉಳ್ಳವರ, ಬಂಡವಾಳಶಾಹಿಗಳ ಪಾಲಾಗಿದೆ, ಕೈಗಾರಿಕೆಗಳಿಗೆ ಮೀಸಲಿಟ್ಟ ಭೂಮಿ ಭೂಮಾಫಿಯಾಗಳ ಕಪಿಮುಷ್ಠಿಗೆ ಸಿಲುಕಿದೆ.: [944, 1382, 1091, 1613]
